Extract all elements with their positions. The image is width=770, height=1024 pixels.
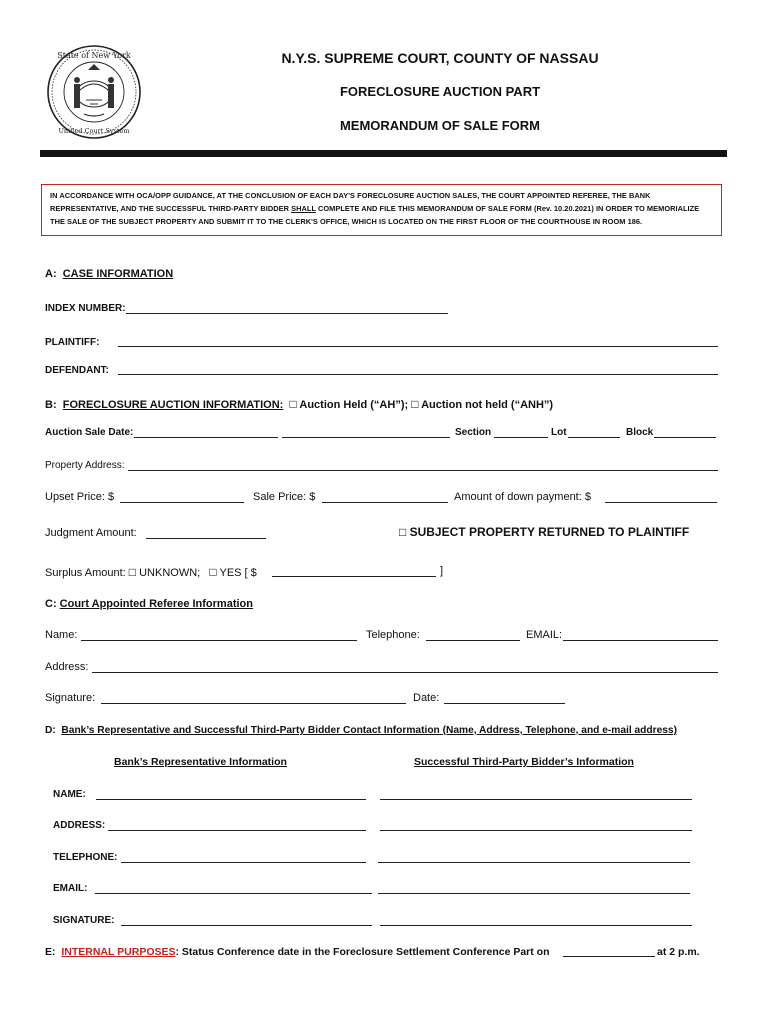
returned-label: SUBJECT PROPERTY RETURNED TO PLAINTIFF [409,525,690,539]
court-seal [46,44,142,140]
bank-signature-field[interactable] [121,925,372,926]
bidder-telephone-field[interactable] [378,862,690,863]
internal-purposes: INTERNAL PURPOSES [61,946,176,958]
index-number-label: INDEX NUMBER: [45,303,126,314]
bidder-email-field[interactable] [378,893,690,894]
surplus-amount-field[interactable] [272,576,436,577]
bank-email-field[interactable] [95,893,372,894]
referee-date-label: Date: [413,692,440,704]
referee-telephone-field[interactable] [426,640,520,641]
referee-name-label: Name: [45,629,78,641]
auction-sale-date-field[interactable] [134,437,278,438]
bank-telephone-field[interactable] [121,862,366,863]
index-number-field[interactable] [126,313,448,314]
auction-not-held-label: Auction not held (“ANH”) [421,399,554,411]
bidder-signature-field[interactable] [380,925,692,926]
referee-telephone-label: Telephone: [366,629,420,641]
auction-sale-date-field-2[interactable] [282,437,450,438]
time-suffix: at 2 p.m. [657,946,700,958]
svg-text:Unified Court System: Unified Court System [58,127,130,135]
defendant-label: DEFENDANT: [45,365,109,376]
surplus-amount-row [45,565,257,579]
property-address-field[interactable] [128,470,718,471]
section-d-heading: D: Bank’s Representative and Successful Third-Party Bidder Contact Information (Name, Address, Telephone, and e-mail address) [45,725,677,736]
referee-address-label: Address: [45,661,89,673]
referee-name-field[interactable] [81,640,357,641]
surplus-bracket: ] [440,565,444,577]
plaintiff-field[interactable] [118,346,718,347]
surplus-unknown-checkbox[interactable]: □ [128,565,137,579]
referee-date-field[interactable] [444,703,565,704]
defendant-field[interactable] [118,374,718,375]
referee-email-field[interactable] [563,640,718,641]
surplus-amount-label: Surplus Amount: [45,567,126,579]
section-e-text: E: INTERNAL PURPOSES: Status Conference date in the Foreclosure Settlement Conference Part on [45,946,550,958]
returned-to-plaintiff [399,525,689,539]
section-label: Section [455,427,492,438]
plaintiff-label: PLAINTIFF: [45,337,100,348]
section-a-heading: A: CASE INFORMATION [45,268,174,280]
auction-held-checkbox[interactable]: □ [289,397,297,411]
notice-text-2: COMPLETE AND FILE THIS MEMORANDUM OF SALE FORM (Rev. 10.20.2021) IN ORDER TO MEMORIALIZE THE SALE OF THE SUBJECT PROPERTY AND SUBMIT IT TO THE CLERK'S OFFICE, WHICH IS LOCATED ON THE FIRST FLOOR OF THE COURTHOUSE IN ROOM 186. [50,204,700,226]
upset-price-label: Upset Price: $ [45,491,115,503]
returned-checkbox[interactable]: □ [399,525,407,539]
lot-field[interactable] [568,437,620,438]
sale-price-field[interactable] [322,502,448,503]
auction-held-label: Auction Held (“AH”); [299,399,409,411]
part-title: FORECLOSURE AUCTION PART [339,84,541,99]
referee-email-label: EMAIL: [526,629,563,641]
auction-sale-date-label: Auction Sale Date: [45,427,134,438]
referee-signature-field[interactable] [101,703,406,704]
referee-address-field[interactable] [92,672,718,673]
contact-telephone-label: TELEPHONE: [53,852,118,863]
judgment-amount-label: Judgment Amount: [45,527,137,539]
down-payment-field[interactable] [605,502,717,503]
contact-signature-label: SIGNATURE: [53,915,115,926]
notice-text-1: IN ACCORDANCE WITH OCA/OPP GUIDANCE, AT THE CONCLUSION OF EACH DAY'S FORECLOSURE AUCTION SALES, THE COURT APPOINTED REFEREE, THE BANK REPRESENTATIVE, AND THE SUCCESSFUL THIRD-PARTY BIDDER [50,191,651,213]
contact-address-label: ADDRESS: [53,820,106,831]
bidder-name-field[interactable] [380,799,692,800]
upset-price-field[interactable] [120,502,244,503]
down-payment-label: Amount of down payment: $ [454,491,591,503]
referee-signature-label: Signature: [45,692,96,704]
judgment-amount-field[interactable] [146,538,266,539]
contact-name-label: NAME: [53,789,86,800]
svg-text:State of New York: State of New York [57,51,131,60]
section-field[interactable] [494,437,548,438]
auction-not-held-checkbox[interactable]: □ [411,397,419,411]
bank-column-heading: Bank’s Representative Information [114,756,287,768]
block-label: Block [626,427,654,438]
sale-price-label: Sale Price: $ [253,491,316,503]
section-c-heading: C: Court Appointed Referee Information [45,598,253,610]
bank-name-field[interactable] [96,799,366,800]
section-b-heading: B: FORECLOSURE AUCTION INFORMATION: □ Auction Held (“AH”); □ Auction not held (“ANH”) [45,397,554,411]
seal-icon [46,44,142,140]
bank-address-field[interactable] [108,830,366,831]
surplus-yes-checkbox[interactable]: □ [209,565,217,579]
bidder-address-field[interactable] [380,830,692,831]
status-conference-date-field[interactable] [563,956,655,957]
surplus-yes-label: YES [ $ [219,567,257,579]
block-field[interactable] [654,437,716,438]
contact-email-label: EMAIL: [53,883,88,894]
surplus-unknown-label: UNKNOWN; [139,567,201,579]
instructions-notice [41,184,722,236]
lot-label: Lot [551,427,567,438]
bidder-column-heading: Successful Third-Party Bidder’s Information [414,756,634,768]
property-address-label: Property Address: [45,460,125,471]
notice-shall: SHALL [291,204,316,213]
court-title: N.Y.S. SUPREME COURT, COUNTY OF NASSAU [281,50,599,66]
form-title: MEMORANDUM OF SALE FORM [339,118,541,133]
header-divider [40,150,727,157]
